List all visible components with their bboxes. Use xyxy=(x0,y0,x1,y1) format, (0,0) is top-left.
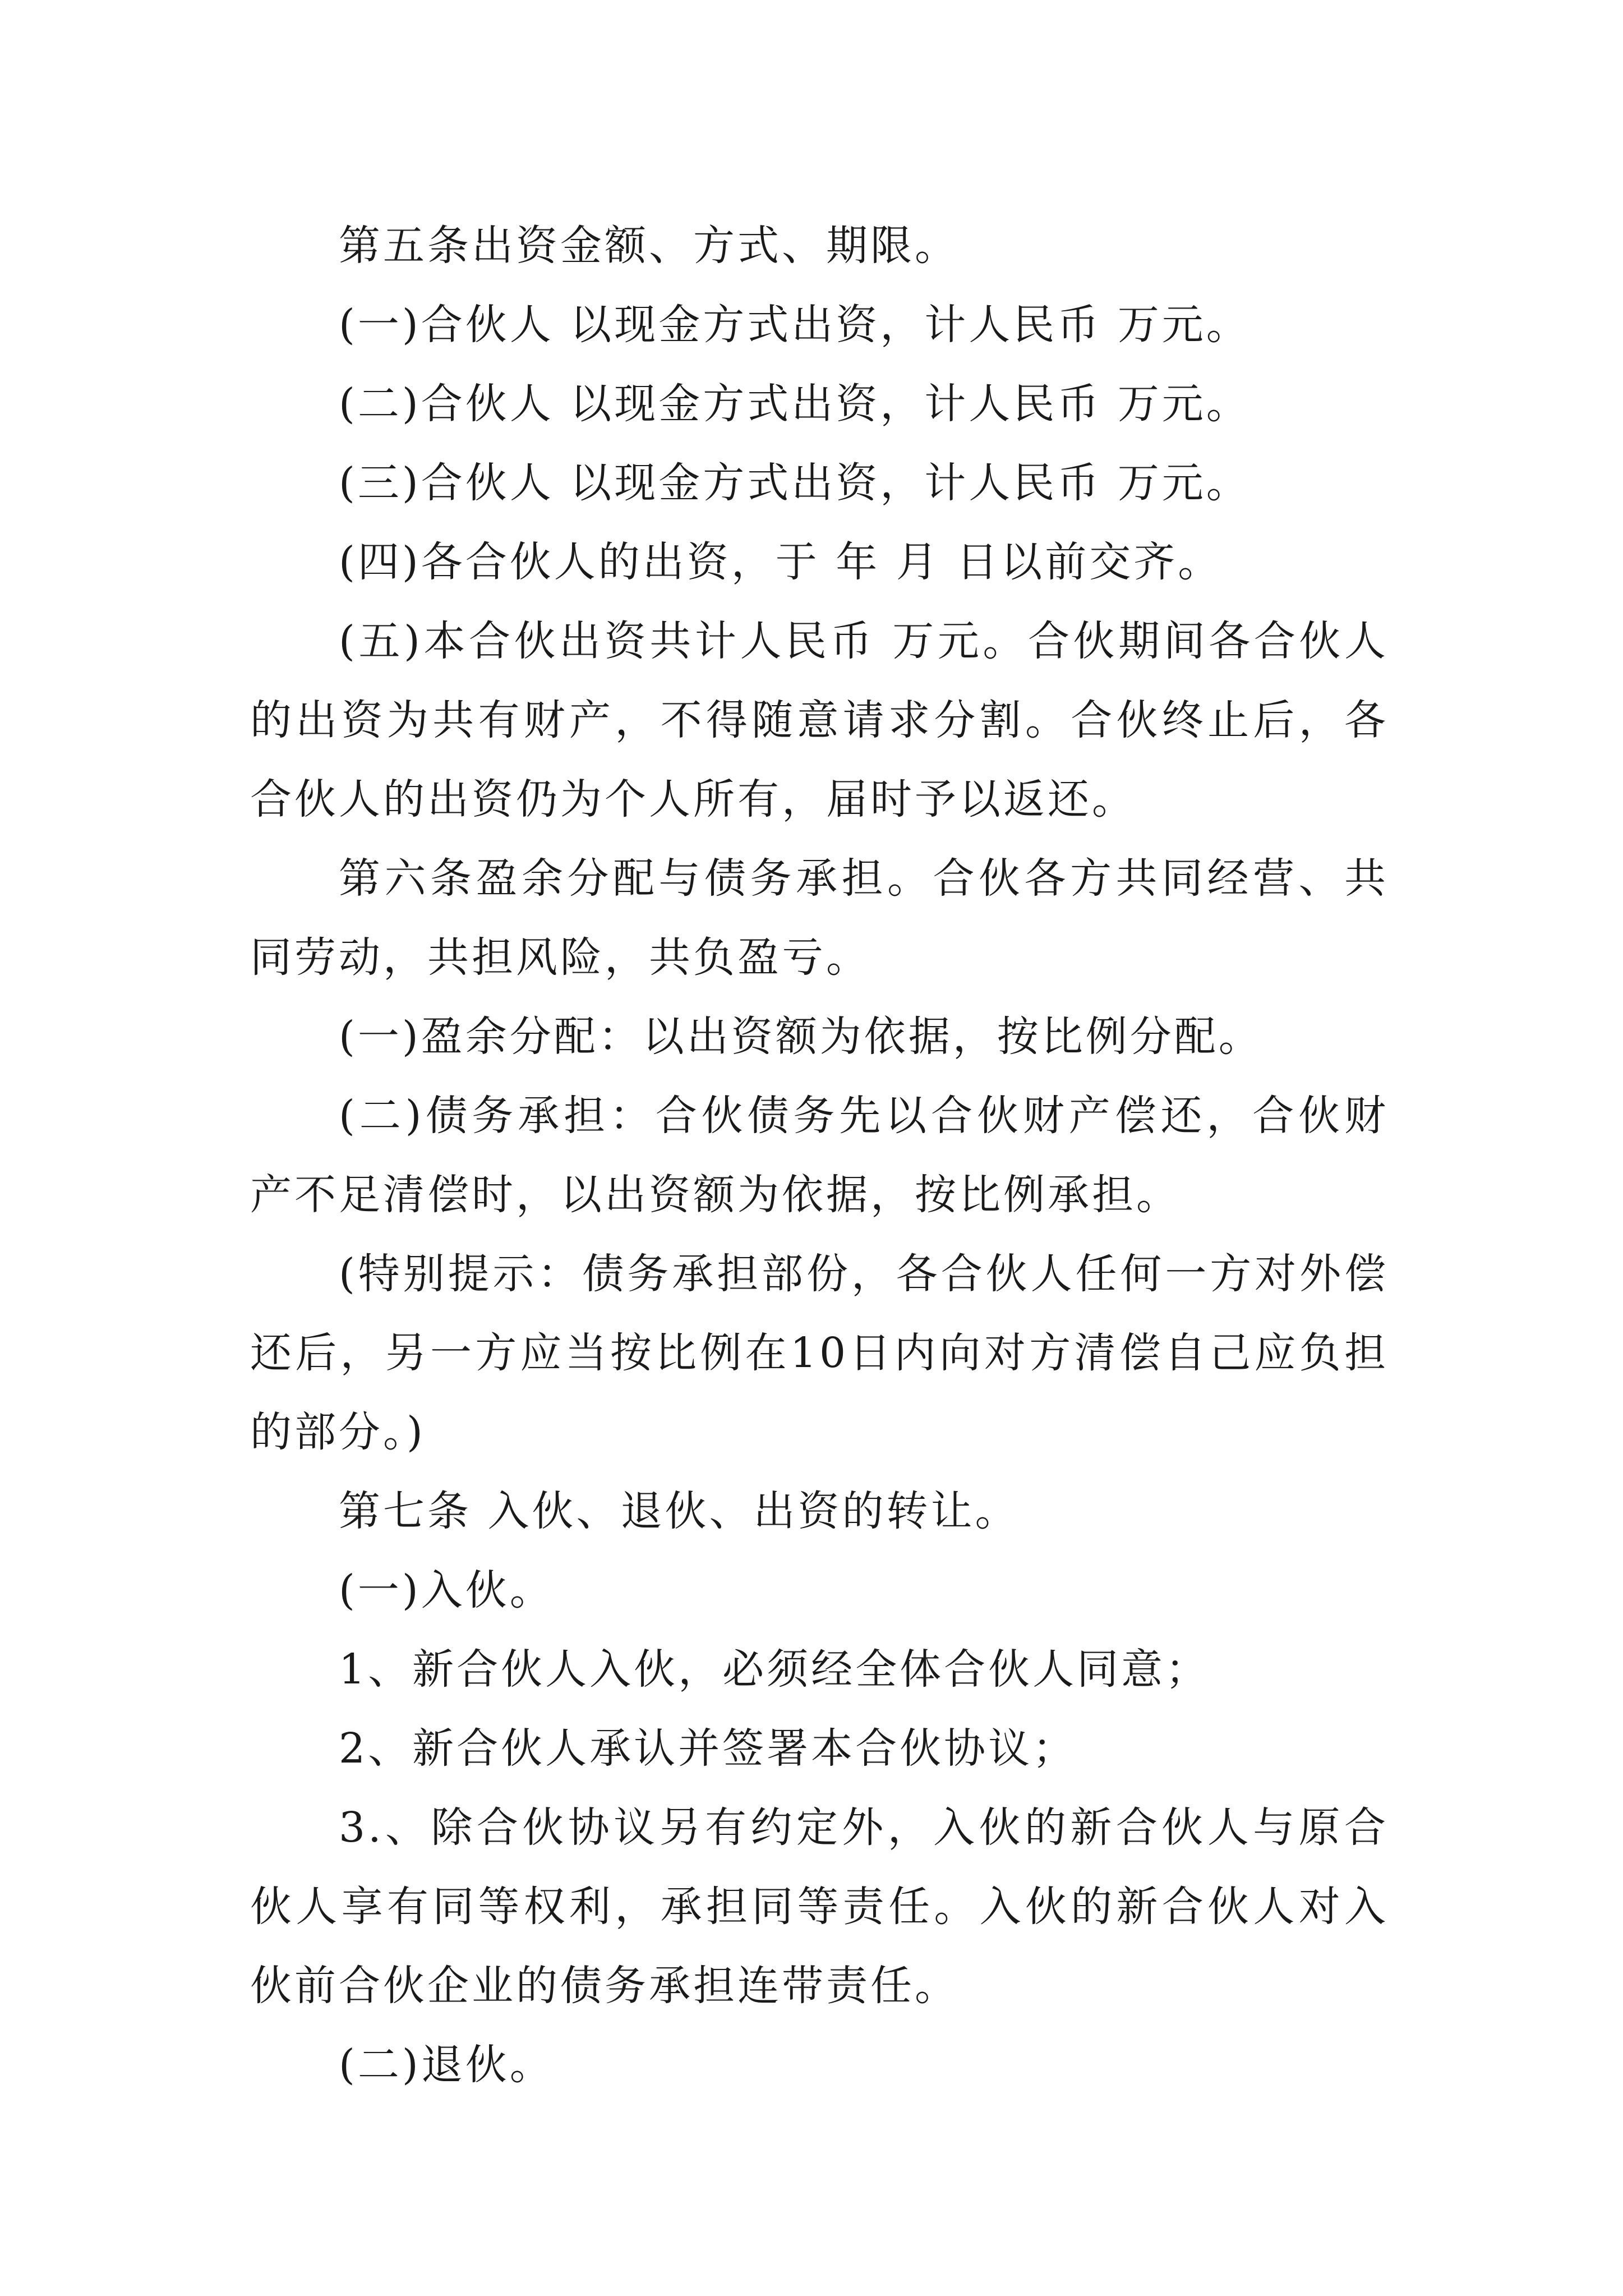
paragraph: (二)合伙人 以现金方式出资，计人民币 万元。 xyxy=(339,380,1251,428)
paragraph: 第六条盈余分配与债务承担。合伙各方共同经营、共同劳动，共担风险，共负盈亏。 xyxy=(250,854,1389,982)
paragraph: (三)合伙人 以现金方式出资，计人民币 万元。 xyxy=(339,459,1251,507)
paragraph: (一)入伙。 xyxy=(339,1566,554,1614)
paragraph: (特别提示：债务承担部份，各合伙人任何一方对外偿还后，另一方应当按比例在10日内向对方清偿自己应负担的部分。) xyxy=(250,1250,1389,1456)
paragraph: 第七条 入伙、退伙、出资的转让。 xyxy=(339,1487,1020,1535)
paragraph: (二)退伙。 xyxy=(339,2041,554,2089)
paragraph: (五)本合伙出资共计人民币 万元。合伙期间各合伙人的出资为共有财产，不得随意请求分割。合伙终止后，各合伙人的出资仍为个人所有，届时予以返还。 xyxy=(250,617,1389,823)
paragraph: (四)各合伙人的出资，于 年 月 日以前交齐。 xyxy=(339,538,1223,586)
paragraph: (一)合伙人 以现金方式出资，计人民币 万元。 xyxy=(339,301,1251,349)
paragraph: 第五条出资金额、方式、期限。 xyxy=(339,222,959,270)
paragraph: 1、新合伙人入伙，必须经全体合伙人同意； xyxy=(339,1645,1210,1694)
paragraph: (一)盈余分配：以出资额为依据，按比例分配。 xyxy=(339,1013,1263,1061)
paragraph: (二)债务承担：合伙债务先以合伙财产偿还，合伙财产不足清偿时，以出资额为依据，按比例承担。 xyxy=(250,1092,1389,1219)
document-body xyxy=(250,206,1389,2105)
paragraph: 3.、除合伙协议另有约定外，入伙的新合伙人与原合伙人享有同等权利，承担同等责任。入伙的新合伙人对入伙前合伙企业的债务承担连带责任。 xyxy=(250,1803,1389,2010)
paragraph: 2、新合伙人承认并签署本合伙协议； xyxy=(339,1724,1077,1773)
